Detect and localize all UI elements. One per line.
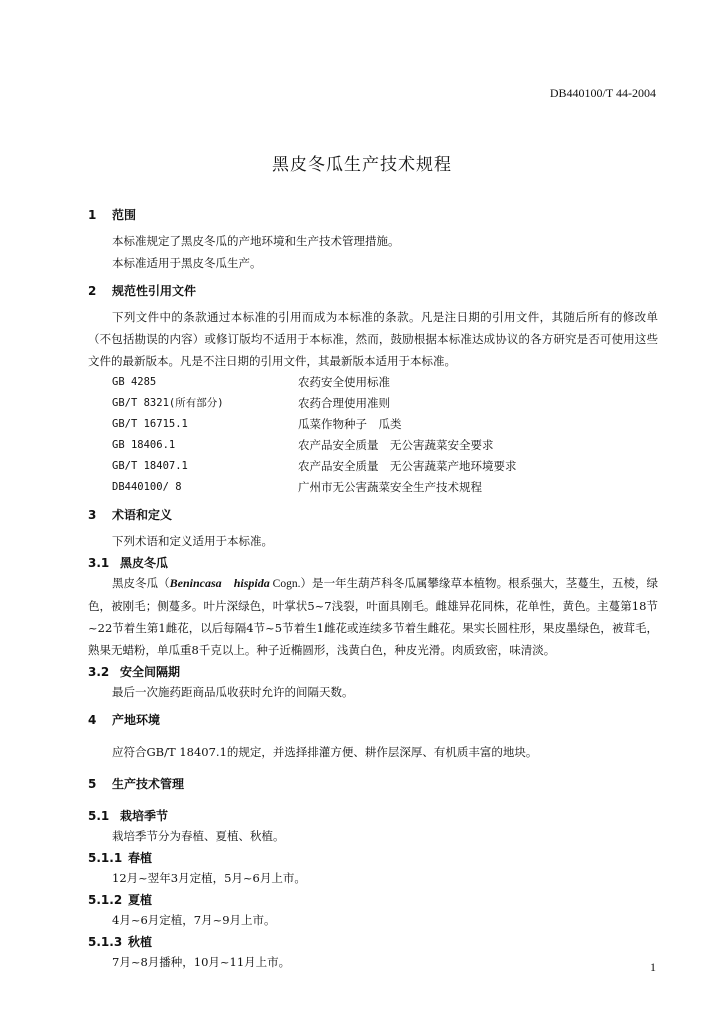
section-title: 范围 xyxy=(112,208,137,222)
reference-title: 瓜菜作物种子 瓜类 xyxy=(298,417,402,431)
reference-item xyxy=(88,477,658,498)
section-heading-normative-references xyxy=(88,282,658,300)
section-heading-scope xyxy=(88,206,658,224)
document-body xyxy=(88,206,658,973)
subsection-title: 春植 xyxy=(128,851,153,865)
paragraph: 栽培季节分为春植、夏植、秋植。 xyxy=(112,829,285,843)
subsection-number: 5.1.1 xyxy=(88,851,123,865)
paragraph: 应符合GB/T 18407.1的规定，并选择排灌方便、耕作层深厚、有机质丰富的地块。 xyxy=(112,745,538,759)
term-heading xyxy=(88,663,658,681)
paragraph: 本标准适用于黑皮冬瓜生产。 xyxy=(112,256,262,270)
subsection-heading xyxy=(88,807,658,825)
subsection-title: 秋植 xyxy=(128,935,153,949)
reference-title: 农药合理使用准则 xyxy=(298,396,390,410)
section-title: 规范性引用文件 xyxy=(112,284,197,298)
subsection-number: 5.1.3 xyxy=(88,935,123,949)
paragraph: 下列文件中的条款通过本标准的引用而成为本标准的条款。凡是注日期的引用文件，其随后所有的修改单（不包括勘误的内容）或修订版均不适用于本标准，然而，鼓励根据本标准达成协议的各方研究是否可使用这些文件的最新版本。凡是不注日期的引用文件，其最新版本适用于本标准。 xyxy=(88,310,658,368)
section-title: 术语和定义 xyxy=(112,508,173,522)
reference-item xyxy=(88,393,658,414)
standard-code: DB440100/T 44-2004 xyxy=(549,86,656,100)
definition-lead: 黑皮冬瓜（ xyxy=(112,576,170,590)
subsection-title: 栽培季节 xyxy=(120,809,169,823)
term-number: 3.1 xyxy=(88,556,110,570)
reference-code: GB/T 18407.1 xyxy=(112,460,188,472)
section-number: 5 xyxy=(88,777,97,791)
term-definition xyxy=(88,572,658,661)
paragraph: 7月~8月播种，10月~11月上市。 xyxy=(112,955,291,969)
section-number: 3 xyxy=(88,508,97,522)
subsection-heading xyxy=(88,933,658,951)
reference-title: 农产品安全质量 无公害蔬菜产地环境要求 xyxy=(298,459,517,473)
term-title: 黑皮冬瓜 xyxy=(120,556,169,570)
latin-name: Benincasa hispida xyxy=(169,576,270,590)
page-number: 1 xyxy=(650,960,656,974)
document-title: 黑皮冬瓜生产技术规程 xyxy=(272,155,452,175)
paragraph: 下列术语和定义适用于本标准。 xyxy=(112,534,273,548)
definition-text: ）是一年生葫芦科冬瓜属攀缘草本植物。根系强大，茎蔓生，五棱，绿色，被刚毛；侧蔓多。叶片深绿色，叶掌状5~7浅裂，叶面具刚毛。雌雄异花同株，花单性，黄色。主蔓第18节~22节着生第1雌花，以后每隔4节~5节着生1雌花或连续多节着生雌花。果实长圆柱形，果皮墨绿色，被茸毛，熟果无蜡粉，单瓜重8千克以上。种子近椭圆形，浅黄白色，种皮光滑。肉质致密，味清淡。 xyxy=(88,576,659,657)
paragraph: 本标准规定了黑皮冬瓜的产地环境和生产技术管理措施。 xyxy=(112,234,400,248)
subsection-heading xyxy=(88,849,658,867)
section-number: 4 xyxy=(88,713,97,727)
reference-item xyxy=(88,435,658,456)
term-definition: 最后一次施药距商品瓜收获时允许的间隔天数。 xyxy=(112,685,354,699)
reference-code: GB/T 16715.1 xyxy=(112,418,188,430)
section-number: 1 xyxy=(88,208,97,222)
subsection-title: 夏植 xyxy=(128,893,153,907)
section-heading-environment xyxy=(88,711,658,729)
section-title: 产地环境 xyxy=(112,713,161,727)
subsection-number: 5.1 xyxy=(88,809,110,823)
section-title: 生产技术管理 xyxy=(112,777,185,791)
term-number: 3.2 xyxy=(88,665,110,679)
section-heading-terms xyxy=(88,506,658,524)
reference-title: 广州市无公害蔬菜安全生产技术规程 xyxy=(298,480,482,494)
section-number: 2 xyxy=(88,284,97,298)
subsection-number: 5.1.2 xyxy=(88,893,123,907)
subsection-heading xyxy=(88,891,658,909)
term-heading xyxy=(88,554,658,572)
paragraph: 12月~翌年3月定植，5月~6月上市。 xyxy=(112,871,306,885)
reference-title: 农药安全使用标准 xyxy=(298,375,390,389)
term-title: 安全间隔期 xyxy=(120,665,181,679)
reference-title: 农产品安全质量 无公害蔬菜安全要求 xyxy=(298,438,494,452)
reference-code: DB440100/ 8 xyxy=(112,481,182,493)
reference-item xyxy=(88,414,658,435)
reference-item xyxy=(88,372,658,393)
reference-list xyxy=(88,372,658,498)
reference-code: GB 18406.1 xyxy=(112,439,176,451)
latin-author: Cogn. xyxy=(269,578,301,590)
reference-item xyxy=(88,456,658,477)
section-heading-management xyxy=(88,775,658,793)
paragraph: 4月~6月定植，7月~9月上市。 xyxy=(112,913,276,927)
reference-code: GB 4285 xyxy=(112,376,157,388)
reference-code: GB/T 8321(所有部分) xyxy=(112,397,224,409)
